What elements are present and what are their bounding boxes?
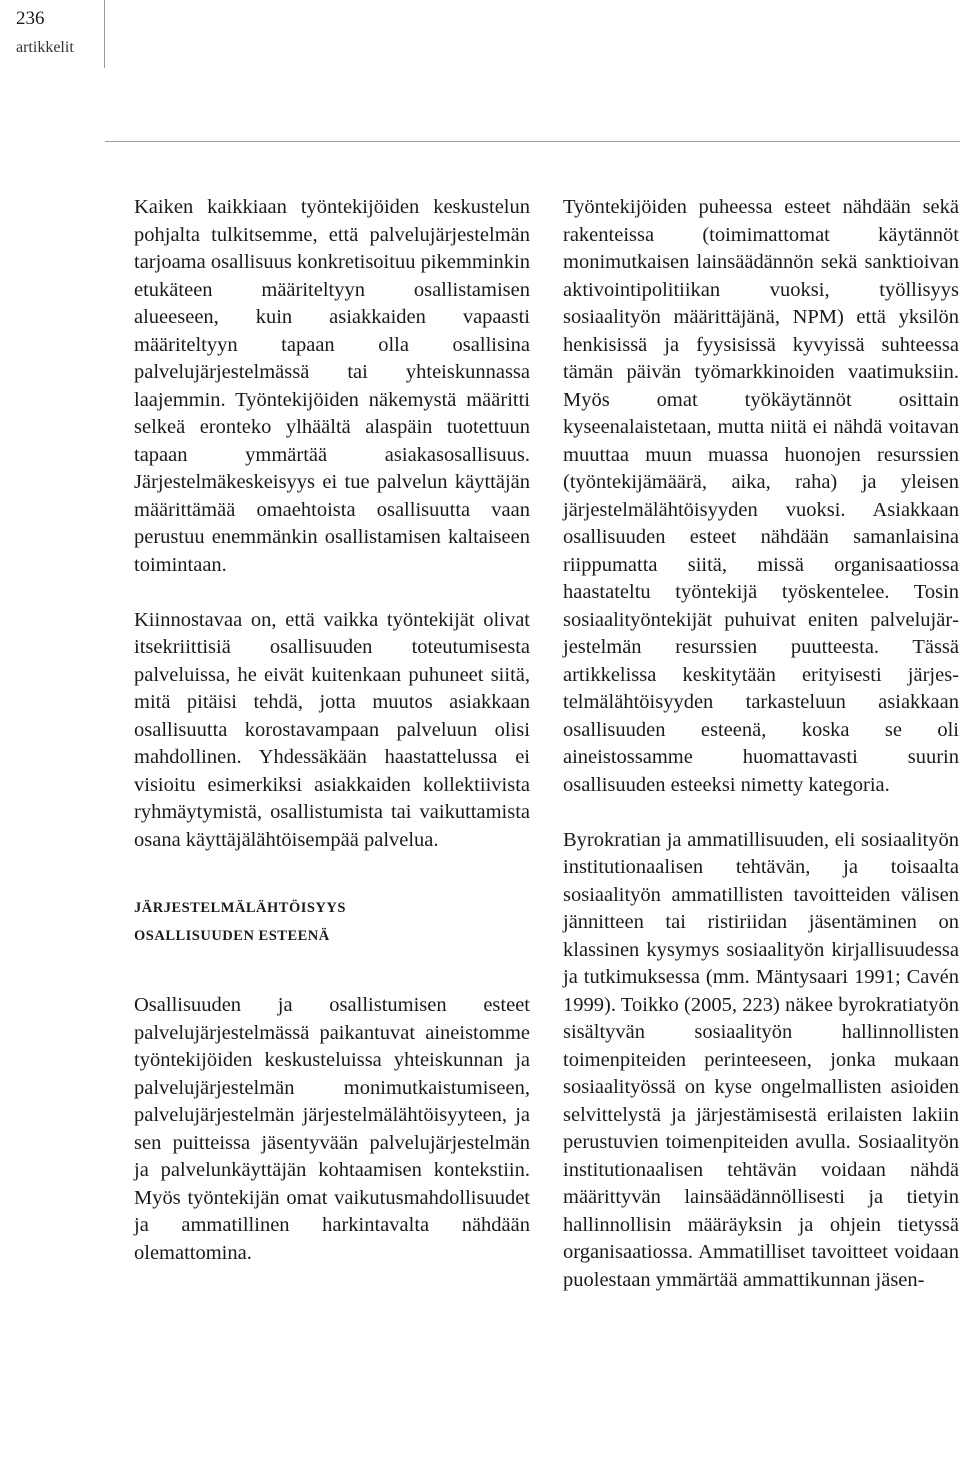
paragraph: Kiinnostavaa on, että vaikka työntekijät olivat itsekriittisiä osallisuuden toteutumisesta palveluissa, he eivät kuitenkaan puhuneet siitä, mitä pitäisi tehdä, jotta muutos asiakkaan osallisuutta korostavampaan palveluun olisi mahdollinen. Yhdessäkään haastattelussa ei visioitu esimerkiksi asiakkaiden kollektiivista ryhmäytymistä, osallistumista tai vaikuttamista osana käyttäjälähtöisempää palvelua. bbox=[134, 608, 530, 851]
paragraph: Kaiken kaikkiaan työntekijöiden keskustelun pohjalta tulkitsemme, että palvelujärjestelmän tarjoama osallisuus konkretisoituu pikemminkin etukäteen määriteltyyn osallistamisen alueeseen, kuin asiakkaiden vapaasti määriteltyyn tapaan olla osallisina palvelujärjestelmässä tai yhteiskunnassa laajemmin. Työntekijöiden näkemystä määritti selkeä eronteko ylhäältä alaspäin tuotettuun tapaan ymmärtää asiakasosallisuus. Järjestelmäkeskeisyys ei tue palvelun käyttäjän määrittämää omaehtoista osallisuutta vaan perustuu enemmänkin osallistamisen kaltaiseen toimintaan. bbox=[134, 196, 530, 576]
section-label: artikkelit bbox=[16, 39, 74, 56]
section-heading-line: OSALLISUUDEN ESTEENÄ bbox=[134, 928, 330, 944]
page-number: 236 bbox=[16, 8, 45, 29]
section-heading-line: JÄRJESTELMÄLÄHTÖISYYS bbox=[134, 900, 346, 916]
paragraph: Työntekijöiden puheessa esteet nähdään sekä rakenteissa (toimimattomat käytännöt monimutkaisen lainsäädännön sekä sanktioivan aktivointipolitiikan vuoksi, työllisyys sosiaalityön määrittäjänä, NPM) että yksilön henkisissä ja fyysisissä kyvyissä suhteessa tämän päivän työmarkkinoiden vaatimuksiin. Myös omat työkäytännöt osittain kyseenalaistetaan, mutta niitä ei nähdä voitavan muuttaa muun muassa huonojen resurssien (työntekijämäärä, aika, raha) ja yleisen järjestelmälähtöisyyden vuoksi. Asiakkaan osallisuuden esteet nähdään samanlaisina riippumatta siitä, missä organisaatiossa haastateltu työntekijä työskentelee. Tosin sosiaalityöntekijät puhuivat eniten palvelujärjestelmän resurssien puutteesta. Tässä artikkelissa keskitytään erityisesti järjestelmälähtöisyyden tarkasteluun asiakkaan osallisuuden esteenä, koska se oli aineistossamme huomattavasti suurin osallisuuden esteeksi nimetty kategoria. bbox=[563, 196, 959, 796]
paragraph: Osallisuuden ja osallistumisen esteet palvelujärjestelmässä paikantuvat aineistomme työntekijöiden keskusteluissa yhteiskunnan ja palvelujärjestelmän monimutkaistumiseen, palvelujärjestelmän järjestelmälähtöisyyteen, ja sen puitteissa jäsentyvään palvelujärjestelmän ja palvelunkäyttäjän kohtaamisen kontekstiin. Myös työntekijän omat vaikutusmahdollisuudet ja ammatillinen harkintavalta nähdään olemattomina. bbox=[134, 994, 530, 1264]
left-column bbox=[134, 194, 530, 1295]
paragraph: Byrokratian ja ammatillisuuden, eli sosiaalityön institutionaalisen tehtävän, ja toisaalta sosiaalityön ammatillisten tavoitteiden välisen jännitteen tai ristiriidan jäsentäminen on klassinen kysymys sosiaalityön kirjallisuudessa ja tutkimuksessa (mm. Mäntysaari 1991; Cavén 1999). Toikko (2005, 223) näkee byrokratiatyön sisältyvän sosiaalityön hallinnollisten toimenpiteiden perinteeseen, jonka mukaan sosiaalityössä on kyse ongelmallisten asioiden selvittelystä ja järjestämisestä erilaisten lakiin perustuvien toimenpiteiden avulla. Sosiaalityön institutionaalisen tehtävän voidaan nähdä määrittyvän lainsäädännöllisesti ja tietyin hallinnollisin määräyksin ja ohjein tietyssä organisaatiossa. Ammatilliset tavoitteet voidaan puolestaan ymmärtää ammattikunnan jäsen- bbox=[563, 828, 959, 1291]
header-rule bbox=[105, 141, 960, 142]
right-column bbox=[563, 194, 959, 1322]
section-heading bbox=[134, 894, 530, 950]
page-header bbox=[0, 0, 105, 68]
